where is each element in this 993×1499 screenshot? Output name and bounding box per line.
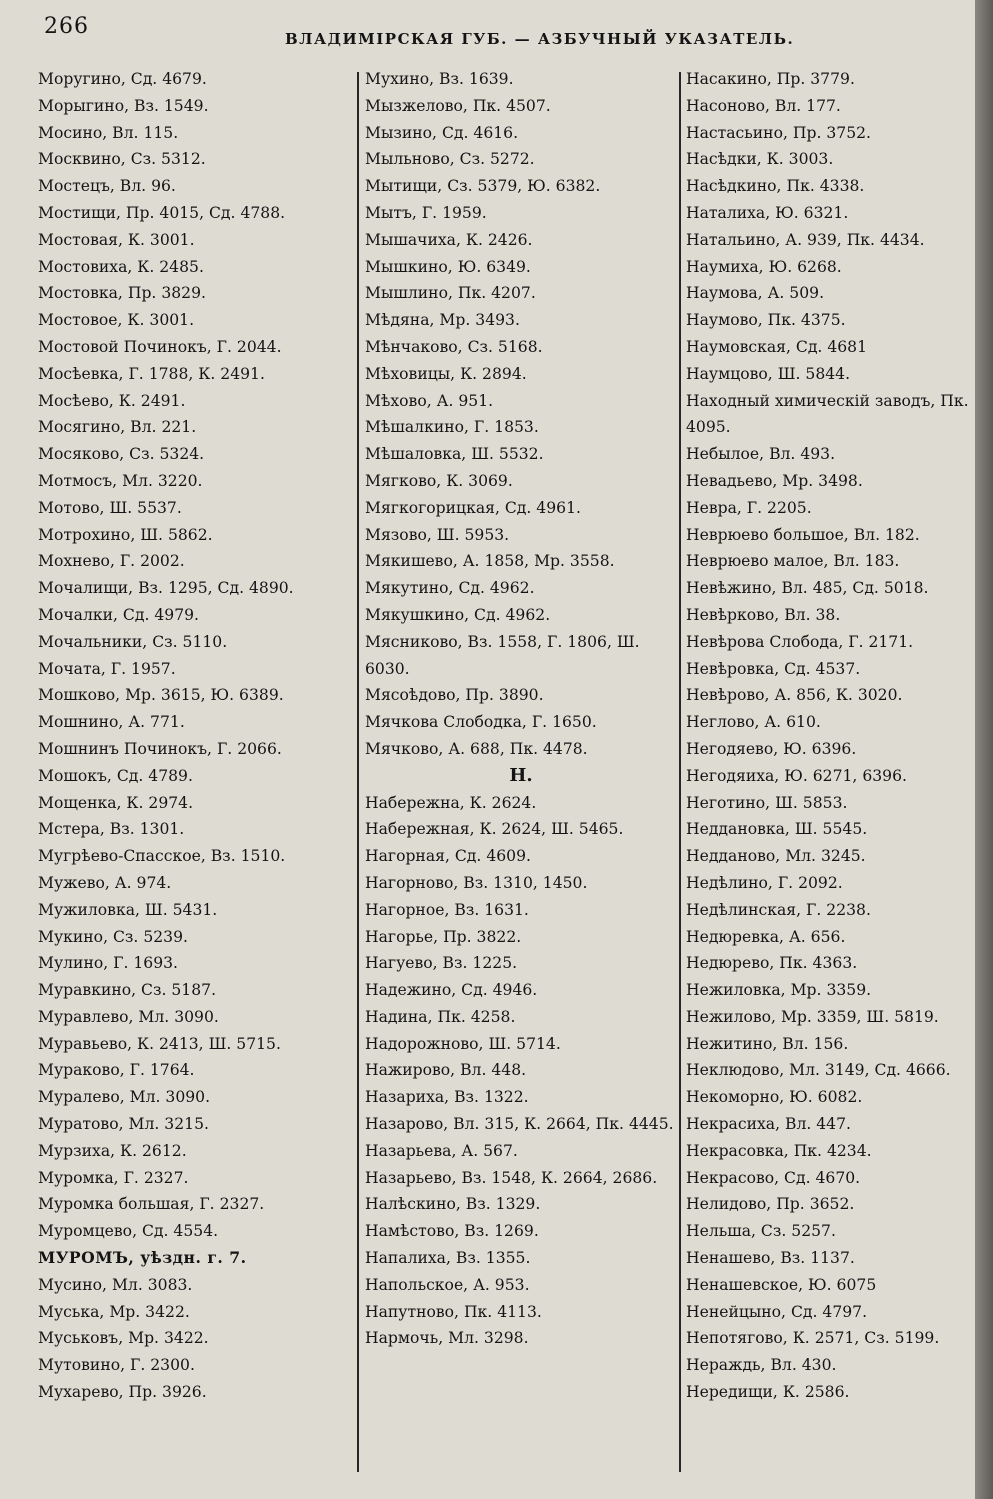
- index-entry: Мязово, Ш. 5953.: [365, 525, 510, 544]
- index-entry: Назарьево, Вз. 1548, К. 2664, 2686.: [365, 1168, 658, 1187]
- index-entry: Мѣдяна, Мр. 3493.: [365, 311, 520, 330]
- index-entry: Неврюево большое, Вл. 182.: [686, 525, 920, 544]
- index-entry: Набережная, К. 2624, Ш. 5465.: [365, 820, 624, 839]
- index-entry: Мосѣевка, Г. 1788, К. 2491.: [38, 364, 265, 383]
- index-entry: Мясниково, Вз. 1558, Г. 1806, Ш. 6030.: [365, 632, 640, 678]
- index-entry: Нелидово, Пр. 3652.: [686, 1195, 855, 1214]
- index-entry: Нажирово, Вл. 448.: [365, 1061, 527, 1080]
- index-entry: Мытъ, Г. 1959.: [365, 203, 487, 222]
- index-entry: Нагорье, Пр. 3822.: [365, 927, 522, 946]
- column-divider: [357, 72, 359, 1472]
- index-entry: Нежитино, Вл. 156.: [686, 1034, 849, 1053]
- index-entry: Недюревка, А. 656.: [686, 927, 846, 946]
- index-entry: МУРОМЪ, уѣздн. г. 7.: [38, 1248, 247, 1268]
- index-entry: Некрасовка, Пк. 4234.: [686, 1141, 872, 1160]
- index-entry: Назарово, Вл. 315, К. 2664, Пк. 4445.: [365, 1115, 674, 1134]
- index-entry: Мыльново, Сз. 5272.: [365, 150, 535, 169]
- index-entry: Мочалищи, Вз. 1295, Сд. 4890.: [38, 579, 294, 598]
- index-entry: Ненашевское, Ю. 6075: [686, 1275, 877, 1294]
- index-entry: Морыгино, Вз. 1549.: [38, 96, 209, 115]
- index-entry: Мячково, А. 688, Пк. 4478.: [365, 739, 588, 758]
- index-entry: Наумцово, Ш. 5844.: [686, 364, 851, 383]
- index-entry: Насакино, Пр. 3779.: [686, 70, 855, 88]
- index-entry: Мызжелово, Пк. 4507.: [365, 96, 551, 115]
- index-entry: Мышкино, Ю. 6349.: [365, 257, 531, 276]
- index-entry: Ненейцыно, Сд. 4797.: [686, 1302, 868, 1321]
- index-entry: Нельша, Сз. 5257.: [686, 1222, 836, 1241]
- index-entry: Напольское, А. 953.: [365, 1275, 530, 1294]
- index-column-1: [38, 66, 350, 1476]
- index-entry: Мосягино, Вл. 221.: [38, 418, 197, 437]
- index-entry: Мышлино, Пк. 4207.: [365, 284, 536, 303]
- index-entry: Мохнево, Г. 2002.: [38, 552, 185, 571]
- index-entry: Муравьево, К. 2413, Ш. 5715.: [38, 1034, 281, 1053]
- index-entry: Напалиха, Вз. 1355.: [365, 1249, 531, 1268]
- index-entry: Муромцево, Сд. 4554.: [38, 1222, 219, 1241]
- index-entry: Мотрохино, Ш. 5862.: [38, 525, 213, 544]
- index-column-3: [686, 66, 981, 1476]
- index-entry: Мякутино, Сд. 4962.: [365, 579, 535, 598]
- index-entry: Нежиловка, Мр. 3359.: [686, 981, 872, 1000]
- index-entry: Мурзиха, К. 2612.: [38, 1141, 187, 1160]
- index-entry: Насѣдкино, Пк. 4338.: [686, 177, 865, 196]
- page-header: ВЛАДИМІРСКАЯ ГУБ. — АЗБУЧНЫЙ УКАЗАТЕЛЬ.: [285, 30, 795, 48]
- index-entry: Мѣнчаково, Сз. 5168.: [365, 337, 543, 356]
- index-entry: Наумиха, Ю. 6268.: [686, 257, 842, 276]
- index-entry: Невѣровка, Сд. 4537.: [686, 659, 861, 678]
- index-entry: Нередищи, К. 2586.: [686, 1383, 850, 1402]
- index-entry: Ненашево, Вз. 1137.: [686, 1249, 855, 1268]
- index-entry: Некоморно, Ю. 6082.: [686, 1088, 863, 1107]
- index-entry: Невѣжино, Вл. 485, Сд. 5018.: [686, 579, 929, 598]
- index-entry: Невадьево, Мр. 3498.: [686, 471, 863, 490]
- index-entry: Неддановка, Ш. 5545.: [686, 820, 868, 839]
- index-entry: Мѣшалкино, Г. 1853.: [365, 418, 539, 437]
- page-edge-background: [975, 0, 993, 1499]
- index-entry: Мостовое, К. 3001.: [38, 311, 195, 330]
- index-entry: Невѣрово, А. 856, К. 3020.: [686, 686, 903, 705]
- index-entry: Нагуево, Вз. 1225.: [365, 954, 518, 973]
- index-entry: Мужиловка, Ш. 5431.: [38, 900, 218, 919]
- index-entry: Напутново, Пк. 4113.: [365, 1302, 542, 1321]
- index-entry: Невѣрково, Вл. 38.: [686, 605, 841, 624]
- index-entry: Муратово, Мл. 3215.: [38, 1115, 209, 1134]
- index-entry: Мягково, К. 3069.: [365, 471, 513, 490]
- index-entry: Мосино, Вл. 115.: [38, 123, 179, 142]
- index-entry: Муськовъ, Мр. 3422.: [38, 1329, 209, 1348]
- index-entry: Недѣлинская, Г. 2238.: [686, 900, 871, 919]
- index-entry: Мѣшаловка, Ш. 5532.: [365, 445, 544, 464]
- index-entry: Мясоѣдово, Пр. 3890.: [365, 686, 544, 705]
- index-entry: Мышачиха, К. 2426.: [365, 230, 533, 249]
- index-entry: Мураково, Г. 1764.: [38, 1061, 195, 1080]
- column-divider: [679, 72, 681, 1472]
- index-entry: Недюрево, Пк. 4363.: [686, 954, 858, 973]
- index-entry: Мостовка, Пр. 3829.: [38, 284, 206, 303]
- index-entry: Назариха, Вз. 1322.: [365, 1088, 529, 1107]
- index-entry: Москвино, Сз. 5312.: [38, 150, 206, 169]
- index-entry: Мосѣево, К. 2491.: [38, 391, 186, 410]
- index-entry: Неврюево малое, Вл. 183.: [686, 552, 900, 571]
- index-entry: Мстера, Вз. 1301.: [38, 820, 185, 839]
- index-entry: Нармочь, Мл. 3298.: [365, 1329, 529, 1348]
- index-entry: Мызино, Сд. 4616.: [365, 123, 519, 142]
- index-entry: Мякушкино, Сд. 4962.: [365, 605, 551, 624]
- index-entry: Настасьино, Пр. 3752.: [686, 123, 872, 142]
- index-entry: Мостецъ, Вл. 96.: [38, 177, 176, 196]
- index-entry: Нагорново, Вз. 1310, 1450.: [365, 873, 588, 892]
- index-entry: Мошнино, А. 771.: [38, 713, 185, 732]
- index-column-2: [365, 66, 677, 1476]
- index-entry: Мячкова Слободка, Г. 1650.: [365, 713, 597, 732]
- index-entry: Мотмосъ, Мл. 3220.: [38, 471, 203, 490]
- index-entry: Наталиха, Ю. 6321.: [686, 203, 849, 222]
- index-entry: Мусино, Мл. 3083.: [38, 1275, 193, 1294]
- index-entry: Нагорная, Сд. 4609.: [365, 847, 531, 866]
- index-entry: Муромка, Г. 2327.: [38, 1168, 189, 1187]
- index-entry: Нераждь, Вл. 430.: [686, 1356, 837, 1375]
- index-entry: Наумова, А. 509.: [686, 284, 825, 303]
- index-entry: Неклюдово, Мл. 3149, Сд. 4666.: [686, 1061, 951, 1080]
- index-entry: Мягкогорицкая, Сд. 4961.: [365, 498, 581, 517]
- index-entry: Надежино, Сд. 4946.: [365, 981, 538, 1000]
- index-entry: Муравлево, Мл. 3090.: [38, 1007, 219, 1026]
- index-entry: Негодяиха, Ю. 6271, 6396.: [686, 766, 907, 785]
- index-entry: Мужево, А. 974.: [38, 873, 172, 892]
- index-entry: Небылое, Вл. 493.: [686, 445, 836, 464]
- index-entry: Мочалки, Сд. 4979.: [38, 605, 200, 624]
- index-entry: Назарьева, А. 567.: [365, 1141, 518, 1160]
- index-entry: Невра, Г. 2205.: [686, 498, 812, 517]
- index-entry: Муська, Мр. 3422.: [38, 1302, 190, 1321]
- index-entry: Мосяково, Сз. 5324.: [38, 445, 205, 464]
- index-entry: Мухино, Вз. 1639.: [365, 70, 514, 88]
- index-entry: Мукино, Сз. 5239.: [38, 927, 188, 946]
- index-entry: Некрасово, Сд. 4670.: [686, 1168, 861, 1187]
- index-entry: Мощенка, К. 2974.: [38, 793, 194, 812]
- index-entry: Мошнинъ Починокъ, Г. 2066.: [38, 739, 282, 758]
- index-entry: Недѣлино, Г. 2092.: [686, 873, 843, 892]
- index-entry: Намѣстово, Вз. 1269.: [365, 1222, 539, 1241]
- index-entry: Мытищи, Сз. 5379, Ю. 6382.: [365, 177, 601, 196]
- index-entry: Нежилово, Мр. 3359, Ш. 5819.: [686, 1007, 939, 1026]
- index-entry: Насѣдки, К. 3003.: [686, 150, 834, 169]
- index-entry: Некрасиха, Вл. 447.: [686, 1115, 851, 1134]
- index-entry: Негодяево, Ю. 6396.: [686, 739, 857, 758]
- index-entry: Мошково, Мр. 3615, Ю. 6389.: [38, 686, 284, 705]
- index-entry: Мулино, Г. 1693.: [38, 954, 179, 973]
- index-entry: Мостовиха, К. 2485.: [38, 257, 204, 276]
- index-entry: Набережна, К. 2624.: [365, 793, 537, 812]
- index-entry: Надина, Пк. 4258.: [365, 1007, 516, 1026]
- index-entry: Мотово, Ш. 5537.: [38, 498, 182, 517]
- index-entry: Мѣховицы, К. 2894.: [365, 364, 527, 383]
- index-entry: Муралево, Мл. 3090.: [38, 1088, 211, 1107]
- index-entry: Мухарево, Пр. 3926.: [38, 1383, 207, 1402]
- index-entry: Моругино, Сд. 4679.: [38, 70, 207, 88]
- index-entry: Наумово, Пк. 4375.: [686, 311, 846, 330]
- index-entry: Надорожново, Ш. 5714.: [365, 1034, 561, 1053]
- index-entry: Наумовская, Сд. 4681: [686, 337, 868, 356]
- index-entry: Мостищи, Пр. 4015, Сд. 4788.: [38, 203, 286, 222]
- index-entry: Налѣскино, Вз. 1329.: [365, 1195, 541, 1214]
- index-entry: Мякишево, А. 1858, Мр. 3558.: [365, 552, 615, 571]
- index-entry: Мошокъ, Сд. 4789.: [38, 766, 193, 785]
- index-entry: Невѣрова Слобода, Г. 2171.: [686, 632, 914, 651]
- index-entry: Нагорное, Вз. 1631.: [365, 900, 529, 919]
- index-entry: Мостовой Починокъ, Г. 2044.: [38, 337, 282, 356]
- letter-heading: Н.: [509, 764, 533, 786]
- index-entry: Недданово, Мл. 3245.: [686, 847, 866, 866]
- index-entry: Неготино, Ш. 5853.: [686, 793, 848, 812]
- index-entry: Муромка большая, Г. 2327.: [38, 1195, 265, 1214]
- page-number: 266: [44, 14, 89, 39]
- index-entry: Мугрѣево-Спасское, Вз. 1510.: [38, 847, 286, 866]
- index-entry: Муравкино, Сз. 5187.: [38, 981, 217, 1000]
- index-entry: Насоново, Вл. 177.: [686, 96, 841, 115]
- index-entry: Мочата, Г. 1957.: [38, 659, 176, 678]
- index-entry: Мочальники, Сз. 5110.: [38, 632, 228, 651]
- index-entry: Неглово, А. 610.: [686, 713, 821, 732]
- index-entry: Находный химическій заводъ, Пк. 4095.: [686, 391, 969, 437]
- index-entry: Натальино, А. 939, Пк. 4434.: [686, 230, 925, 249]
- index-entry: Мостовая, К. 3001.: [38, 230, 195, 249]
- index-entry: Непотягово, К. 2571, Сз. 5199.: [686, 1329, 940, 1348]
- index-entry: Мѣхово, А. 951.: [365, 391, 494, 410]
- index-entry: Мутовино, Г. 2300.: [38, 1356, 195, 1375]
